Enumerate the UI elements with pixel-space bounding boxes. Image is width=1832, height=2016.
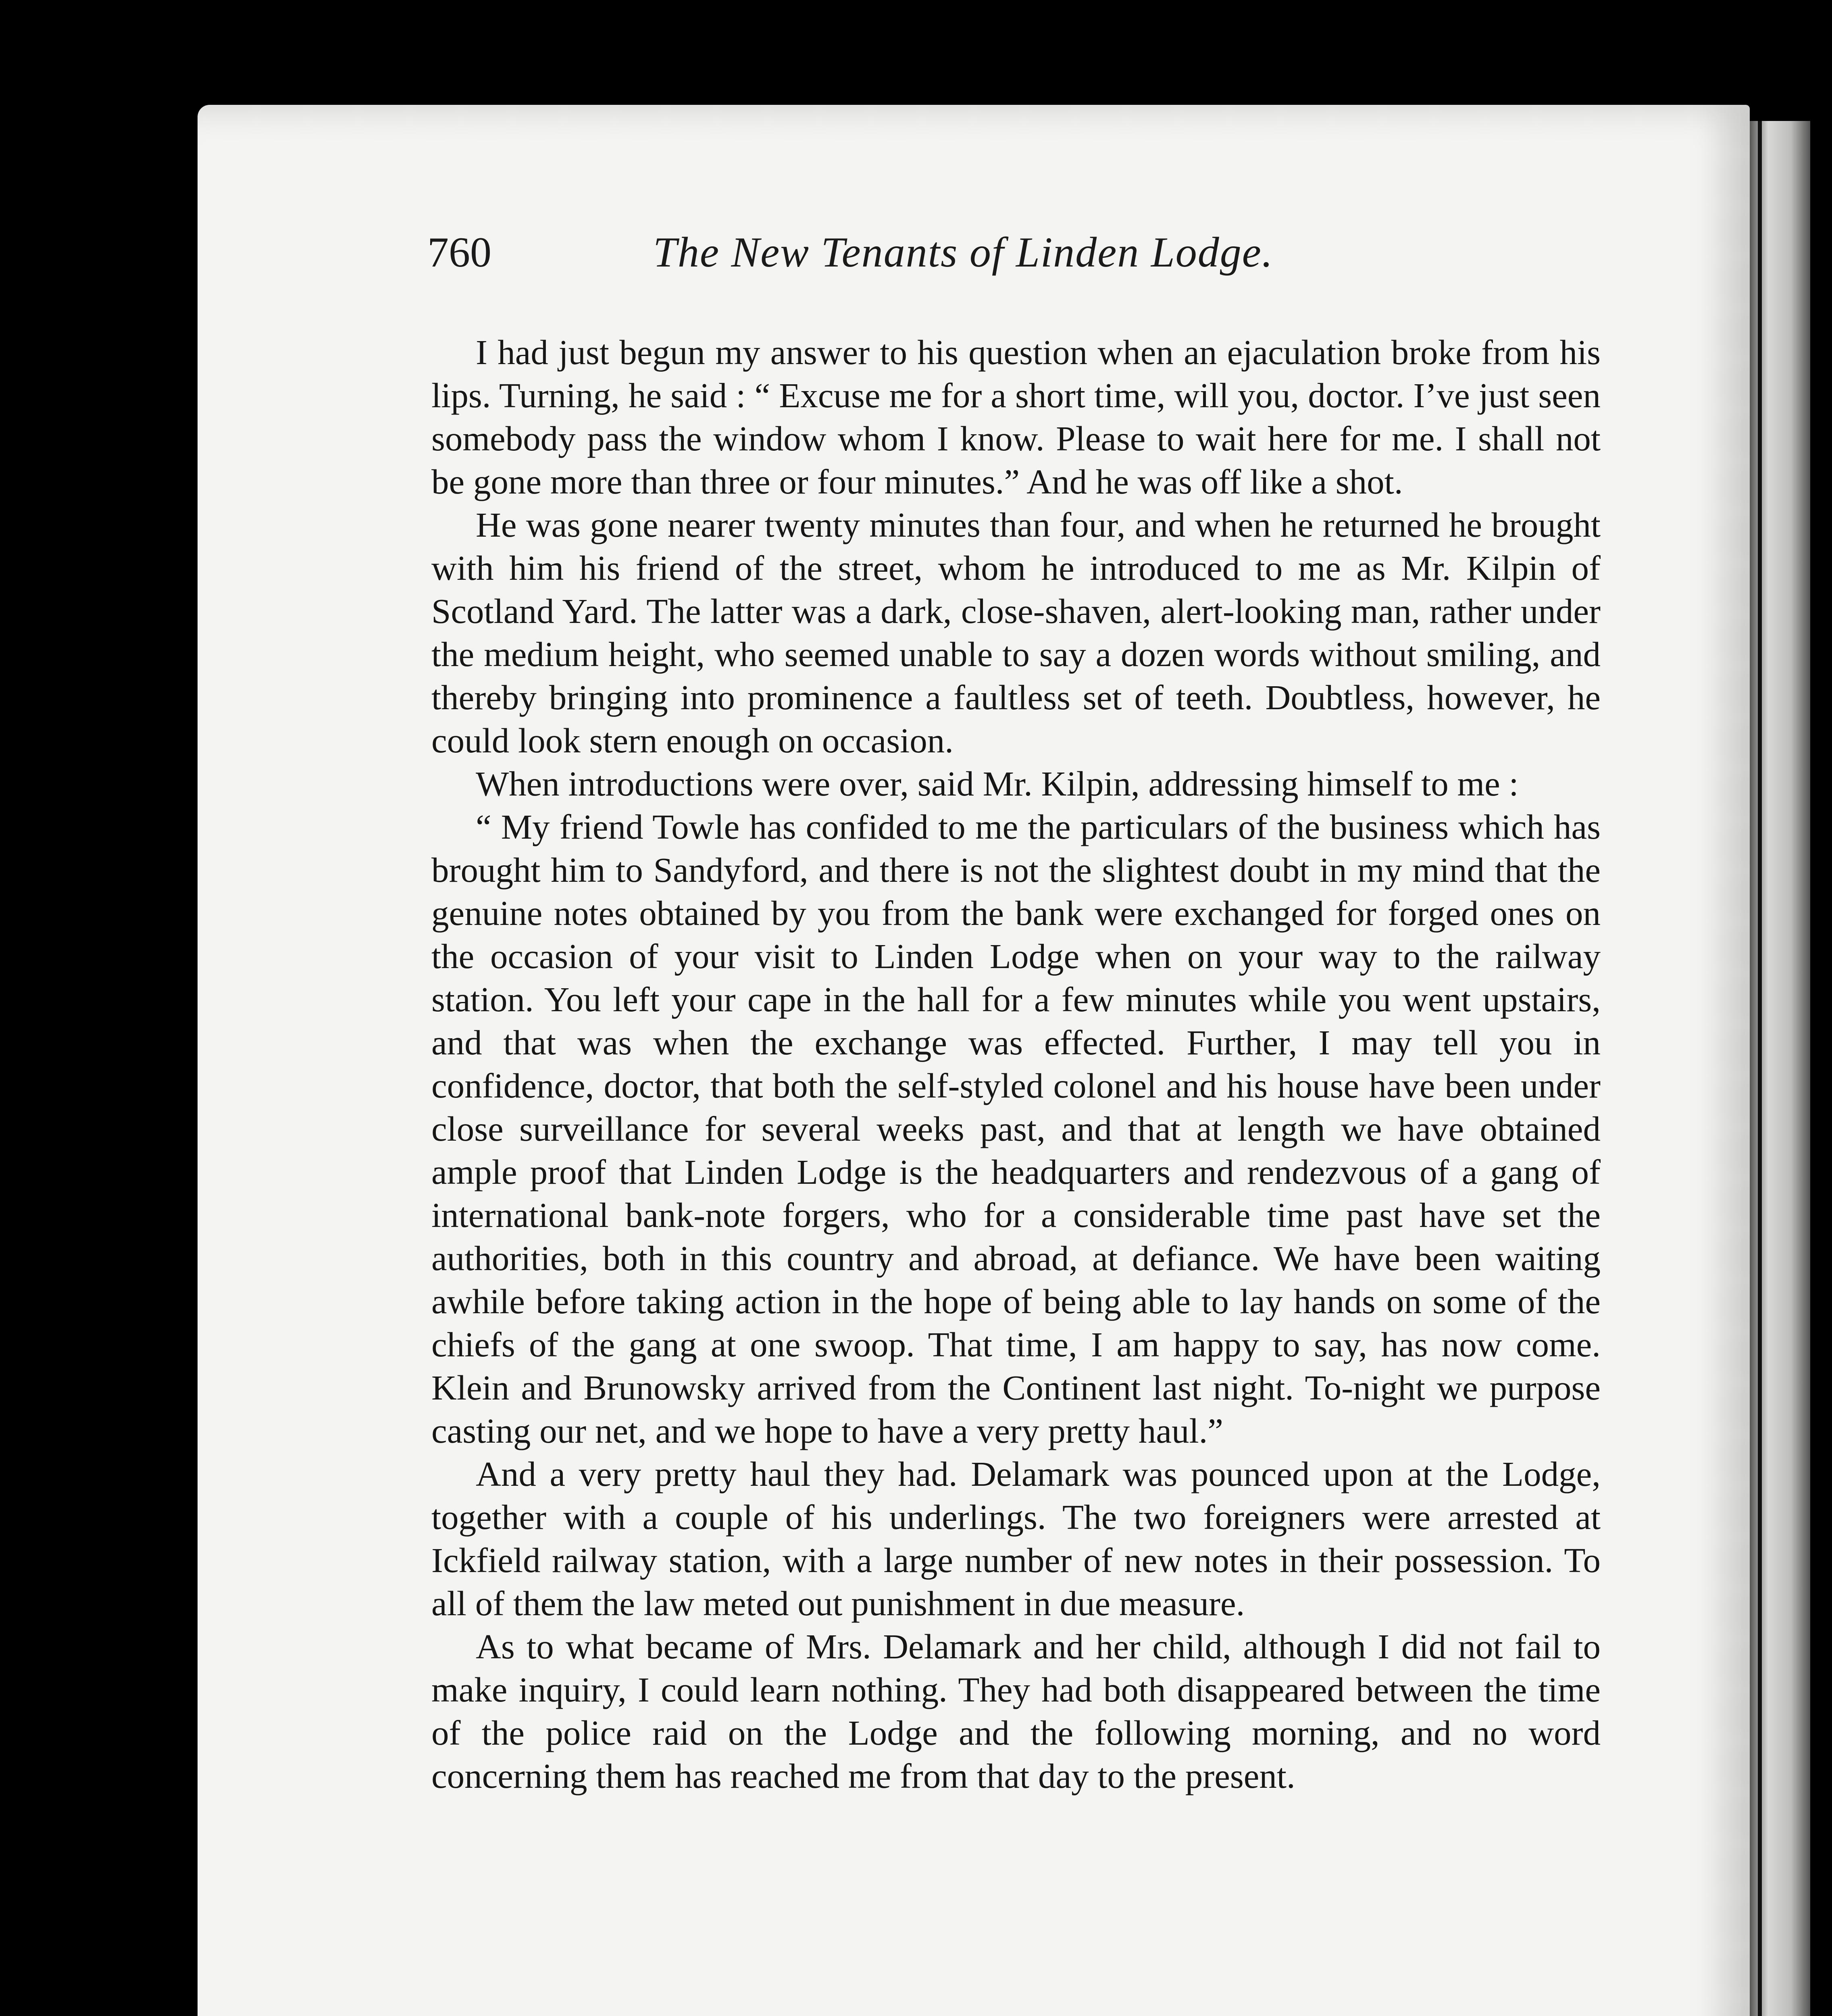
body-text [431, 331, 1601, 1797]
paragraph: And a very pretty haul they had. Delamark was pounced upon at the Lodge, together with a couple of his underlings. The two foreigners were arrested at Ickfield railway station, with a large number of new notes in their possession. To all of them the law meted out punishment in due measure. [431, 1454, 1601, 1623]
paragraph: When introductions were over, said Mr. Kilpin, addressing himself to me : [476, 764, 1519, 803]
spine-edge [1758, 121, 1762, 2016]
paragraph: As to what became of Mrs. Delamark and her child, although I did not fail to make inquiry, I could learn nothing. They had both disappeared between the time of the police raid on the Lodge and the following morning, and no word concerning them has reached me from that day to the present. [431, 1627, 1601, 1795]
page-header [427, 228, 1597, 296]
paragraph: “ My friend Towle has confided to me the particulars of the business which has brought him to Sandyford, and there is not the slightest doubt in my mind that the genuine notes obtained by you from the bank were exchanged for forged ones on the occasion of your visit to Linden Lodge when on your way to the railway station. You left your cape in the hall for a few minutes while you went upstairs, and that was when the exchange was effected. Further, I may tell you in confidence, doctor, that both the self-styled colonel and his house have been under close surveillance for several weeks past, and that at length we have obtained ample proof that Linden Lodge is the headquarters and rendezvous of a gang of international bank-note forgers, who for a considerable time past have set the authorities, both in this country and abroad, at defiance. We have been waiting awhile before taking action in the hope of being able to lay hands on some of the chiefs of the gang at one swoop. That time, I am happy to say, has now come. Klein and Brunowsky arrived from the Continent last night. To-night we purpose casting our net, and we hope to have a very pretty haul.” [431, 807, 1601, 1450]
page-number: 760 [427, 229, 491, 276]
paragraph: He was gone nearer twenty minutes than four, and when he returned he brought with him his friend of the street, whom he introduced to me as Mr. Kilpin of Scotland Yard. The latter was a dark, close-shaven, alert-looking man, rather under the medium height, who seemed unable to say a dozen words without smiling, and thereby bringing into prominence a faultless set of teeth. Doubtless, however, he could look stern enough on occasion. [431, 505, 1601, 760]
running-title: The New Tenants of Linden Lodge. [653, 229, 1274, 276]
book-spine [1746, 121, 1810, 2016]
paragraph: I had just begun my answer to his question when an ejaculation broke from his lips. Turning, he said : “ Excuse me for a short time, will you, doctor. I’ve just seen somebody pass the window whom I know. Please to wait here for me. I shall not be gone more than three or four minutes.” And he was off like a shot. [431, 333, 1601, 501]
